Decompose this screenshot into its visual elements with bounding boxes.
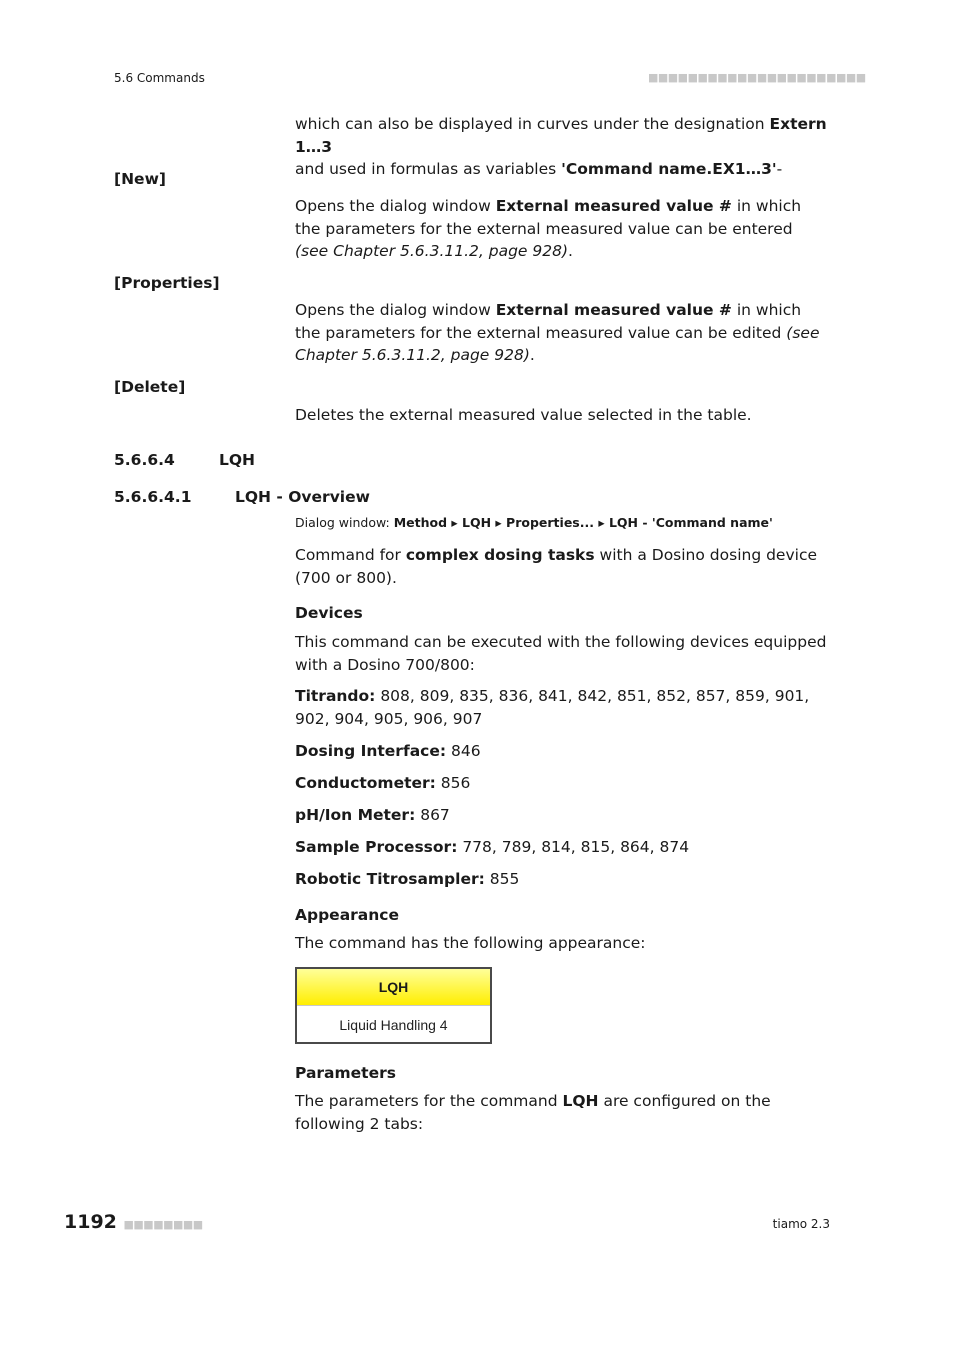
lqh-command-subtitle: Liquid Handling 4 <box>339 1017 448 1033</box>
section-title: LQH <box>219 451 256 469</box>
device-titrando: Titrando: 808, 809, 835, 836, 841, 842, 851, 852, 857, 859, 901, 902, 904, 905, 906, 907 <box>295 687 810 728</box>
footer-product: tiamo 2.3 <box>772 1217 830 1231</box>
device-conductometer: Conductometer: 856 <box>295 774 471 792</box>
devices-intro: This command can be executed with the following devices equipped with a Dosino 700/800: <box>295 633 827 674</box>
appearance-heading: Appearance <box>295 906 399 924</box>
command-description: Command for complex dosing tasks with a Dosino dosing device (700 or 800). <box>295 546 817 587</box>
subsection-heading <box>114 488 370 506</box>
footer-dots: ■■■■■■■■ <box>123 1218 203 1231</box>
subsection-title: LQH - Overview <box>235 488 370 506</box>
parameters-text: The parameters for the command LQH are configured on the following 2 tabs: <box>295 1092 771 1133</box>
properties-button-description: Opens the dialog window External measured value # in which the parameters for the external measured value can be edited (see Chapter 5.6.3.11.2, page 928). <box>295 301 820 364</box>
device-ph-ion-meter: pH/Ion Meter: 867 <box>295 806 450 824</box>
new-button-label: [New] <box>114 170 166 188</box>
intro-paragraph: which can also be displayed in curves under the designation Extern 1…3 and used in formulas as variables 'Command name.EX1…3'- <box>295 115 827 178</box>
appearance-intro: The command has the following appearance: <box>295 934 646 952</box>
delete-button-description: Deletes the external measured value selected in the table. <box>295 406 752 424</box>
device-dosing-interface: Dosing Interface: 846 <box>295 742 481 760</box>
devices-heading: Devices <box>295 604 363 622</box>
subsection-number: 5.6.6.4.1 <box>114 488 192 506</box>
delete-button-label: [Delete] <box>114 378 186 396</box>
header-dots: ■■■■■■■■■■■■■■■■■■■■■■ <box>648 71 866 84</box>
properties-button-label: [Properties] <box>114 274 220 292</box>
new-button-description: Opens the dialog window External measured value # in which the parameters for the external measured value can be entered (see Chapter 5.6.3.11.2, page 928). <box>295 197 802 260</box>
device-sample-processor: Sample Processor: 778, 789, 814, 815, 864, 874 <box>295 838 690 856</box>
dialog-path: Dialog window: Method ▸ LQH ▸ Properties... ▸ LQH - 'Command name' <box>295 515 773 530</box>
section-number: 5.6.6.4 <box>114 451 175 469</box>
parameters-heading: Parameters <box>295 1064 396 1082</box>
device-robotic-titrosampler: Robotic Titrosampler: 855 <box>295 870 520 888</box>
running-header-section: 5.6 Commands <box>114 71 205 85</box>
lqh-command-title: LQH <box>297 969 490 1006</box>
lqh-command-box <box>295 967 492 1044</box>
section-heading <box>114 451 255 469</box>
page-number: 1192 ■■■■■■■■ <box>64 1211 203 1233</box>
